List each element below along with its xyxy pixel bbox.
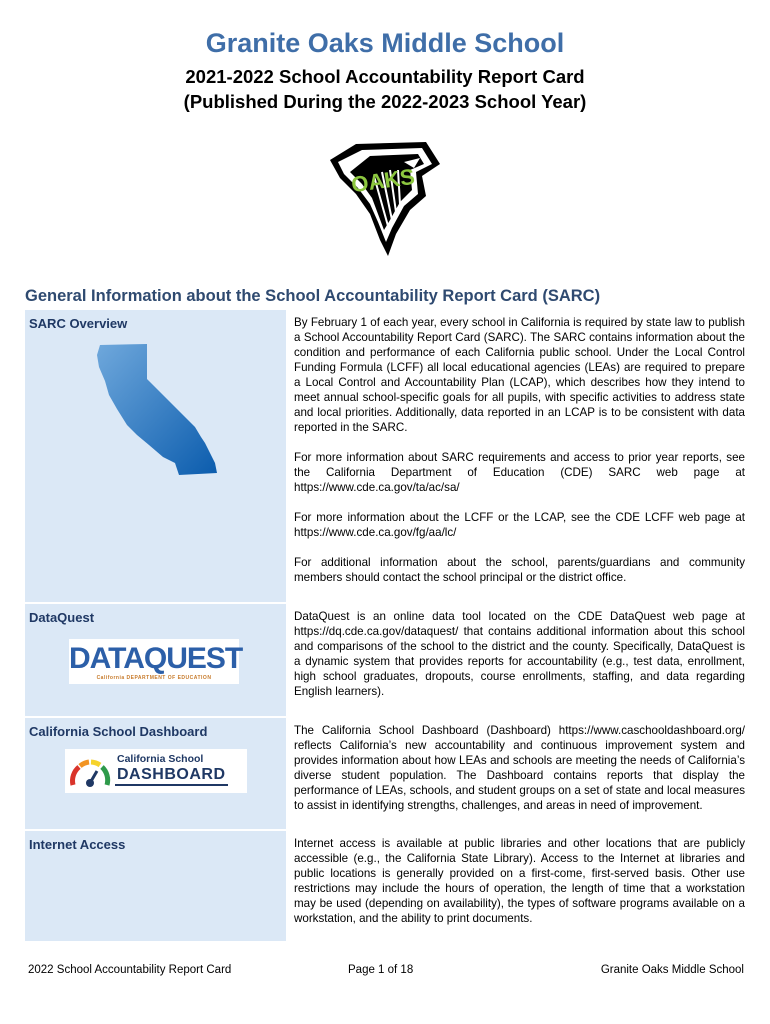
paragraph: For additional information about the school, parents/guardians and community members should contact the school principal or the district office. [294,556,745,584]
paragraph: The California School Dashboard (Dashboard) https://www.caschooldashboard.org/ reflects California’s new accountability and continuous improvement system and provides information about how LEAs and schools are meeting the needs of California’s diverse student population. The Dashboard contains reports that display the performance of LEAs, schools, and student groups on a set of state and local measures to assist in identifying strengths, challenges, and areas in need of improvement. [294,724,745,812]
paragraph: DataQuest is an online data tool located on the CDE DataQuest web page at https://dq.cde.ca.gov/dataquest/ that contains additional information about this school and comparisons of the school to the district and the county. Specifically, DataQuest is a dynamic system that provides reports for accountability (e.g., test data, enrollment, high school graduates, dropouts, course enrollments, staffing, and data regarding English learners). [294,610,745,698]
logo-oaks-text: OAKS [349,163,417,198]
dataquest-logo-q: Q [143,642,167,675]
dashboard-logo-line1: California School [117,753,204,765]
paragraph: By February 1 of each year, every school in California is required by state law to publish a School Accountability Report Card (SARC). The SARC contains information about the condition and performance of each California public school. Under the Local Control Funding Formula (LCFF) all local educational agencies (LEAs) are required to prepare a Local Control and Accountability Plan (LCAP), which describes how they intend to meet annual school-specific goals for all pupils, with specific activities to address state and local priorities. Additionally, data reported in an LCAP is to be consistent with data reported in the SARC. [294,316,745,434]
dataquest-logo-caption: California DEPARTMENT OF EDUCATION [96,675,212,681]
row-body-cell [286,717,751,830]
row-label: SARC Overview [29,316,128,331]
dataquest-logo-d: D [69,642,90,675]
paragraph: For more information about the LCFF or the LCAP, see the CDE LCFF web page at https://www.cde.ca.gov/fg/aa/lc/ [294,511,745,539]
row-body-cell [286,603,751,717]
report-published-line: (Published During the 2022-2023 School Year) [183,91,587,112]
table-row [25,830,751,942]
report-title-line: 2021-2022 School Accountability Report Card [185,66,585,87]
footer-school-name: Granite Oaks Middle School [600,964,744,976]
row-label: DataQuest [29,610,95,625]
table-row [25,717,751,830]
row-label: California School Dashboard [29,724,208,739]
falcon-logo [326,136,442,262]
california-shape [97,344,217,475]
dashboard-logo-line2: DASHBOARD [115,766,228,786]
row-label-cell [25,603,286,717]
dataquest-logo [69,639,243,684]
row-label-cell [25,830,286,942]
paragraph: For more information about SARC requirements and access to prior year reports, see the California Department of Education (CDE) SARC web page at https://www.cde.ca.gov/ta/ac/sa/ [294,451,745,494]
dataquest-logo-ata: ATA [89,642,144,675]
footer-page-number: Page 1 of 18 [348,964,414,976]
california-map [87,339,237,479]
dashboard-logo [65,749,247,793]
paragraph: Internet access is available at public libraries and other locations that are publicly accessible (e.g., the California State Library). Access to the Internet at libraries and public locations is generally provided on a first-come, first-served basis. Other use restrictions may include the hours of operation, the length of time that a workstation may be used (depending on availability), the types of software programs available on a workstation, and the ability to print documents. [294,837,745,925]
row-body-cell [286,830,751,942]
footer-report-name: 2022 School Accountability Report Card [28,964,232,976]
report-subtitle [0,64,770,114]
gauge-icon [67,751,113,791]
row-label-cell [25,310,286,603]
dataquest-logo-uest: UEST [166,642,243,675]
row-label: Internet Access [29,837,126,852]
sarc-info-table [25,310,751,943]
row-body-cell [286,310,751,603]
school-title: Granite Oaks Middle School [205,28,565,58]
table-row [25,603,751,717]
row-label-cell [25,717,286,830]
section-heading: General Information about the School Accountability Report Card (SARC) [25,287,601,305]
table-row [25,310,751,603]
